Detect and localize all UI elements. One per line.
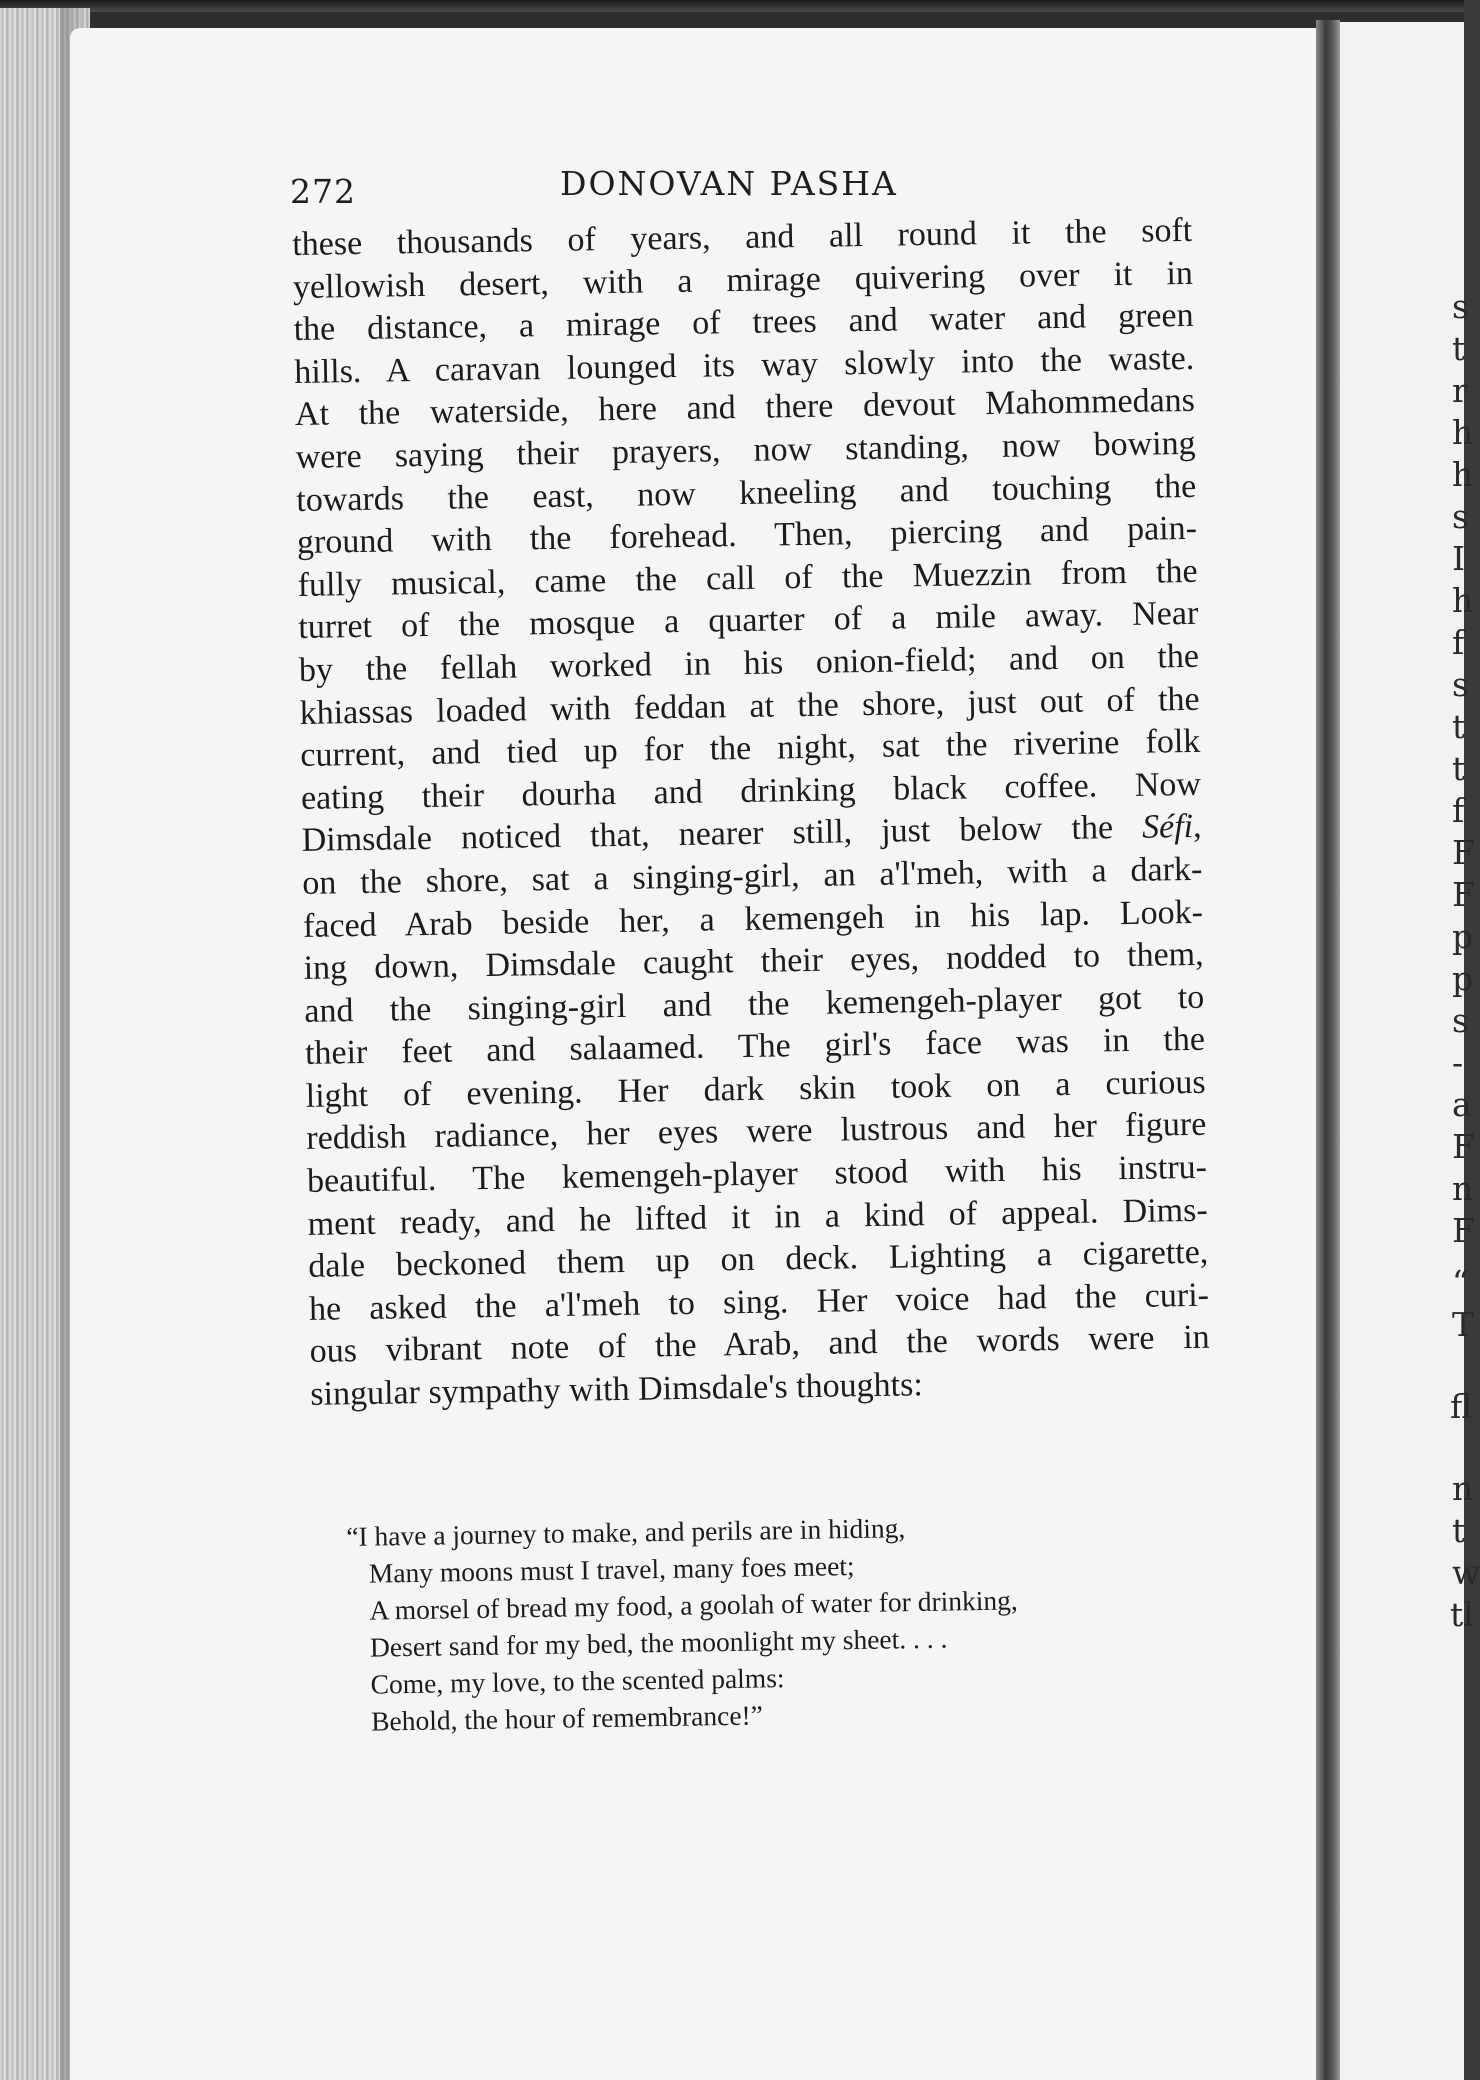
facing-page-glyph: n: [1452, 1469, 1474, 1508]
facing-page-glyph: s: [1452, 1001, 1469, 1040]
text-line: ous vibrant note of the Arab, and the words were in: [309, 1319, 1210, 1371]
text-line: the distance, a mirage of trees and water and green: [293, 297, 1194, 349]
text-line: their feet and salaamed. The girl's face was in the: [304, 1021, 1206, 1073]
text-line: ing down, Dimsdale caught their eyes, nodded to them,: [303, 935, 1204, 987]
facing-page-glyph: p: [1452, 917, 1474, 956]
text-line: fully musical, came the call of the Muezzin from the: [297, 552, 1198, 604]
text-line: At the waterside, here and there devout Mahommedans: [294, 382, 1196, 434]
text-line: turret of the mosque a quarter of a mile away. Near: [298, 595, 1199, 647]
facing-page-glyph: a: [1452, 1085, 1472, 1124]
text-line: current, and tied up for the night, sat the riverine folk: [300, 722, 1201, 775]
text-line: reddish radiance, her eyes were lustrous and her figure: [306, 1106, 1207, 1158]
facing-page-glyph: -: [1452, 1043, 1464, 1082]
text-line: ground with the forehead. Then, piercing and pain-: [296, 509, 1198, 562]
text-line: dale beckoned them up on deck. Lighting a cigarette,: [308, 1233, 1209, 1286]
text-line: and the singing-girl and the kemengeh-player got to: [304, 978, 1205, 1030]
facing-page-glyph: h: [1452, 413, 1474, 452]
facing-page-glyph: I: [1452, 539, 1466, 578]
text-line: towards the east, now kneeling and touching the: [296, 467, 1197, 519]
facing-page-fragment: [1340, 22, 1480, 2080]
verse-line: “I have a journey to make, and perils are in hiding,: [346, 1512, 906, 1552]
text-line: faced Arab beside her, a kemengeh in his lap. Look-: [302, 893, 1204, 945]
facing-page-glyph: t: [1452, 749, 1466, 788]
book-gutter: [1316, 20, 1340, 2080]
text-line: beautiful. The kemengeh-player stood with his instru-: [306, 1148, 1208, 1200]
text-line: on the shore, sat a singing-girl, an a'l'meh, with a dark-: [302, 850, 1203, 902]
text-line: were saying their prayers, now standing, now bowing: [295, 424, 1196, 476]
text-line: ment ready, and he lifted it in a kind of appeal. Dims-: [307, 1191, 1208, 1243]
verse-line: Many moons must I travel, many foes meet;: [368, 1550, 855, 1589]
verse-line: Desert sand for my bed, the moonlight my sheet. . . .: [369, 1622, 948, 1663]
text-line: by the fellah worked in his onion-field; and on the: [298, 637, 1200, 689]
facing-page-glyph: tl: [1450, 1595, 1474, 1634]
text-line: khiassas loaded with feddan at the shore, just out of the: [299, 680, 1200, 732]
facing-page-glyph: p: [1452, 959, 1474, 998]
verse-line: A morsel of bread my food, a goolah of water for drinking,: [369, 1584, 1018, 1626]
text-line: eating their dourha and drinking black coffee. Now: [300, 765, 1202, 817]
facing-page-glyph: F: [1452, 1127, 1475, 1166]
text-line: these thousands of years, and all round it the soft: [292, 211, 1193, 263]
verse-block: [346, 1505, 1199, 1740]
scan-top-edge: [0, 0, 1464, 12]
text-line: he asked the a'l'meh to sing. Her voice had the curi-: [308, 1276, 1210, 1328]
text-line: singular sympathy with Dimsdale's thoughts:: [310, 1366, 924, 1413]
running-head: DONOVAN PASHA: [560, 164, 898, 203]
text-line: Dimsdale noticed that, nearer still, just below the Séfi,: [301, 808, 1202, 860]
facing-page-glyph: n: [1452, 1169, 1474, 1208]
facing-page-glyph: F: [1452, 1211, 1475, 1250]
facing-page-glyph: w: [1452, 1553, 1480, 1592]
body-text: [292, 210, 1211, 1417]
facing-page-glyph: h: [1452, 581, 1474, 620]
page-number: 272: [290, 172, 356, 211]
facing-page-glyph: f: [1452, 623, 1465, 662]
facing-page-glyph: r: [1452, 371, 1468, 410]
verse-line: Come, my love, to the scented palms:: [370, 1662, 785, 1700]
facing-page-glyph: T: [1452, 1305, 1475, 1344]
facing-page-glyph: F: [1452, 875, 1475, 914]
facing-page-glyph: fl: [1450, 1387, 1473, 1426]
facing-page-glyph: F: [1452, 833, 1475, 872]
text-line: hills. A caravan lounged its way slowly into the waste.: [294, 339, 1195, 391]
facing-page-glyph: “: [1452, 1263, 1469, 1302]
facing-page-glyph: t: [1452, 329, 1466, 368]
facing-page-glyph: s: [1452, 287, 1469, 326]
verse-line: Behold, the hour of remembrance!”: [370, 1699, 764, 1737]
facing-page-glyph: f: [1452, 791, 1465, 830]
facing-page-glyph: s: [1452, 497, 1469, 536]
facing-page-glyph: s: [1452, 665, 1469, 704]
boat-name: Séfi: [1141, 808, 1194, 847]
facing-page-glyph: h: [1452, 455, 1474, 494]
text-line: light of evening. Her dark skin took on a curious: [305, 1063, 1206, 1115]
text-line: yellowish desert, with a mirage quivering over it in: [292, 254, 1194, 306]
facing-page-glyph: t: [1452, 707, 1466, 746]
facing-page-glyph: t: [1452, 1511, 1466, 1550]
